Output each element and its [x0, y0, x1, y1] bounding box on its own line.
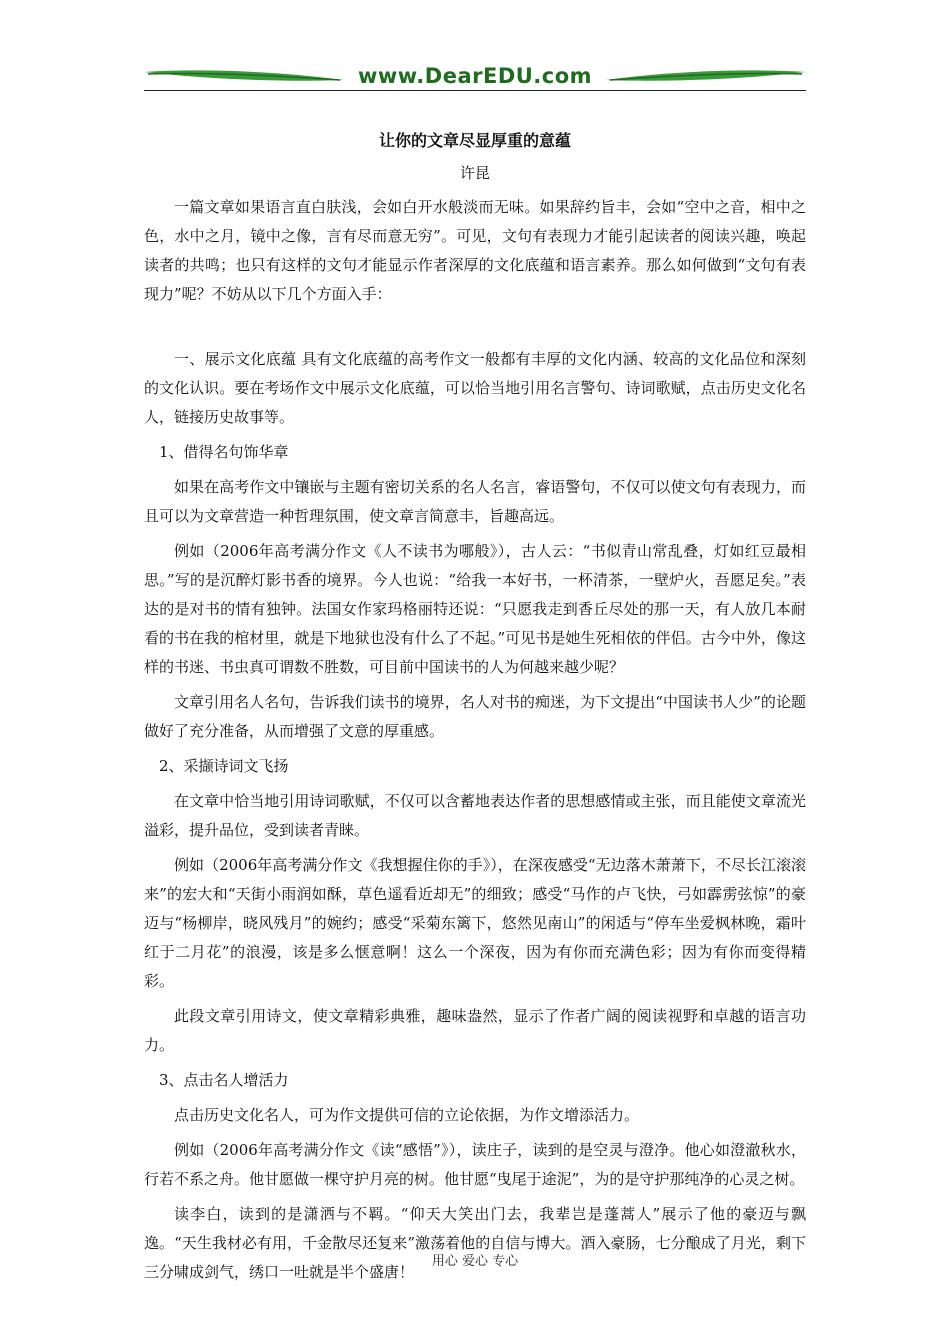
header-divider: [144, 90, 806, 91]
body-paragraph: 此段文章引用诗文，使文章精彩典雅，趣味盎然，显示了作者广阔的阅读视野和卓越的语言功力。: [144, 1007, 806, 1054]
subheading: 2、采撷诗词文飞扬: [159, 757, 289, 775]
page-footer: 用心 爱心 专心: [431, 1254, 519, 1269]
body-paragraph: 点击历史文化名人，可为作文提供可信的立论依据，为作文增添活力。: [174, 1106, 640, 1124]
subheading: 3、点击名人增活力: [159, 1071, 289, 1089]
site-logo-text: www.DearEDU.com: [357, 64, 593, 88]
body-paragraph: 例如（2006年高考满分作文《人不读书为哪般》），古人云：“书似青山常乱叠，灯如红豆最相思。”写的是沉醉灯影书香的境界。今人也说：“给我一本好书，一杯清茶，一壁炉火，吾愿足矣。”表达的是对书的情有独钟。法国女作家玛格丽特还说：“只愿我走到香丘尽处的那一天，有人放几本耐看的书在我的棺材里，就是下地狱也没有什么了不起。”可见书是她生死相依的伴侣。古今中外，像这样的书迷、书虫真可谓数不胜数，可目前中国读书的人为何越来越少呢？: [144, 542, 806, 676]
article-title: 让你的文章尽显厚重的意蕴: [378, 131, 571, 150]
body-paragraph: 例如（2006年高考满分作文《我想握住你的手》），在深夜感受“无边落木萧萧下，不尽长江滚滚来”的宏大和“天街小雨润如酥，草色遥看近却无”的细致；感受“马作的卢飞快，弓如霹雳弦惊”的豪迈与“杨柳岸，晓风残月”的婉约；感受“采菊东篱下，悠然见南山”的闲适与“停车坐爱枫林晚，霜叶红于二月花”的浪漫，该是多么惬意啊！这么一个深夜，因为有你而充满色彩；因为有你而变得精彩。: [144, 856, 806, 990]
section-heading-paragraph: 一、展示文化底蕴 具有文化底蕴的高考作文一般都有丰厚的文化内涵、较高的文化品位和深刻的文化认识。要在考场作文中展示文化底蕴，可以恰当地引用名言警句、诗词歌赋，点击历史文化名人，链接历史故事等。: [144, 350, 806, 426]
subheading: 1、借得名句饰华章: [159, 443, 289, 461]
body-paragraph: 如果在高考作文中镶嵌与主题有密切关系的名人名言，睿语警句，不仅可以使文句有表现力，而且可以为文章营造一种哲理氛围，使文章言简意丰，旨趣高远。: [144, 478, 806, 525]
body-paragraph: 读李白，读到的是潇洒与不羁。“仰天大笑出门去，我辈岂是蓬蒿人”展示了他的豪迈与飘逸。“天生我材必有用，千金散尽还复来”激荡着他的自信与博大。酒入豪肠，七分酿成了月光，剩下三分啸成剑气，绣口一吐就是半个盛唐！: [144, 1205, 806, 1281]
article-body: [144, 193, 806, 1287]
article-author: 许昆: [459, 164, 490, 182]
body-paragraph: 在文章中恰当地引用诗词歌赋，不仅可以含蓄地表达作者的思想感情或主张，而且能使文章流光溢彩，提升品位，受到读者青睐。: [144, 792, 806, 839]
intro-paragraph: 一篇文章如果语言直白肤浅，会如白开水般淡而无味。如果辞约旨丰，会如“空中之音，相中之色，水中之月，镜中之像，言有尽而意无穷”。可见，文句有表现力才能引起读者的阅读兴趣，唤起读者的共鸣；也只有这样的文句才能显示作者深厚的文化底蕴和语言素养。那么如何做到“文句有表现力”呢？不妨从以下几个方面入手：: [144, 198, 806, 303]
body-paragraph: 例如（2006年高考满分作文《读“感悟”》），读庄子，读到的是空灵与澄净。他心如澄澈秋水，行若不系之舟。他甘愿做一棵守护月亮的树。他甘愿“曳尾于途泥”，为的是守护那纯净的心灵之树。: [144, 1141, 806, 1188]
body-paragraph: 文章引用名人名句，告诉我们读书的境界，名人对书的痴迷，为下文提出“中国读书人少”的论题做好了充分准备，从而增强了文意的厚重感。: [144, 693, 806, 740]
